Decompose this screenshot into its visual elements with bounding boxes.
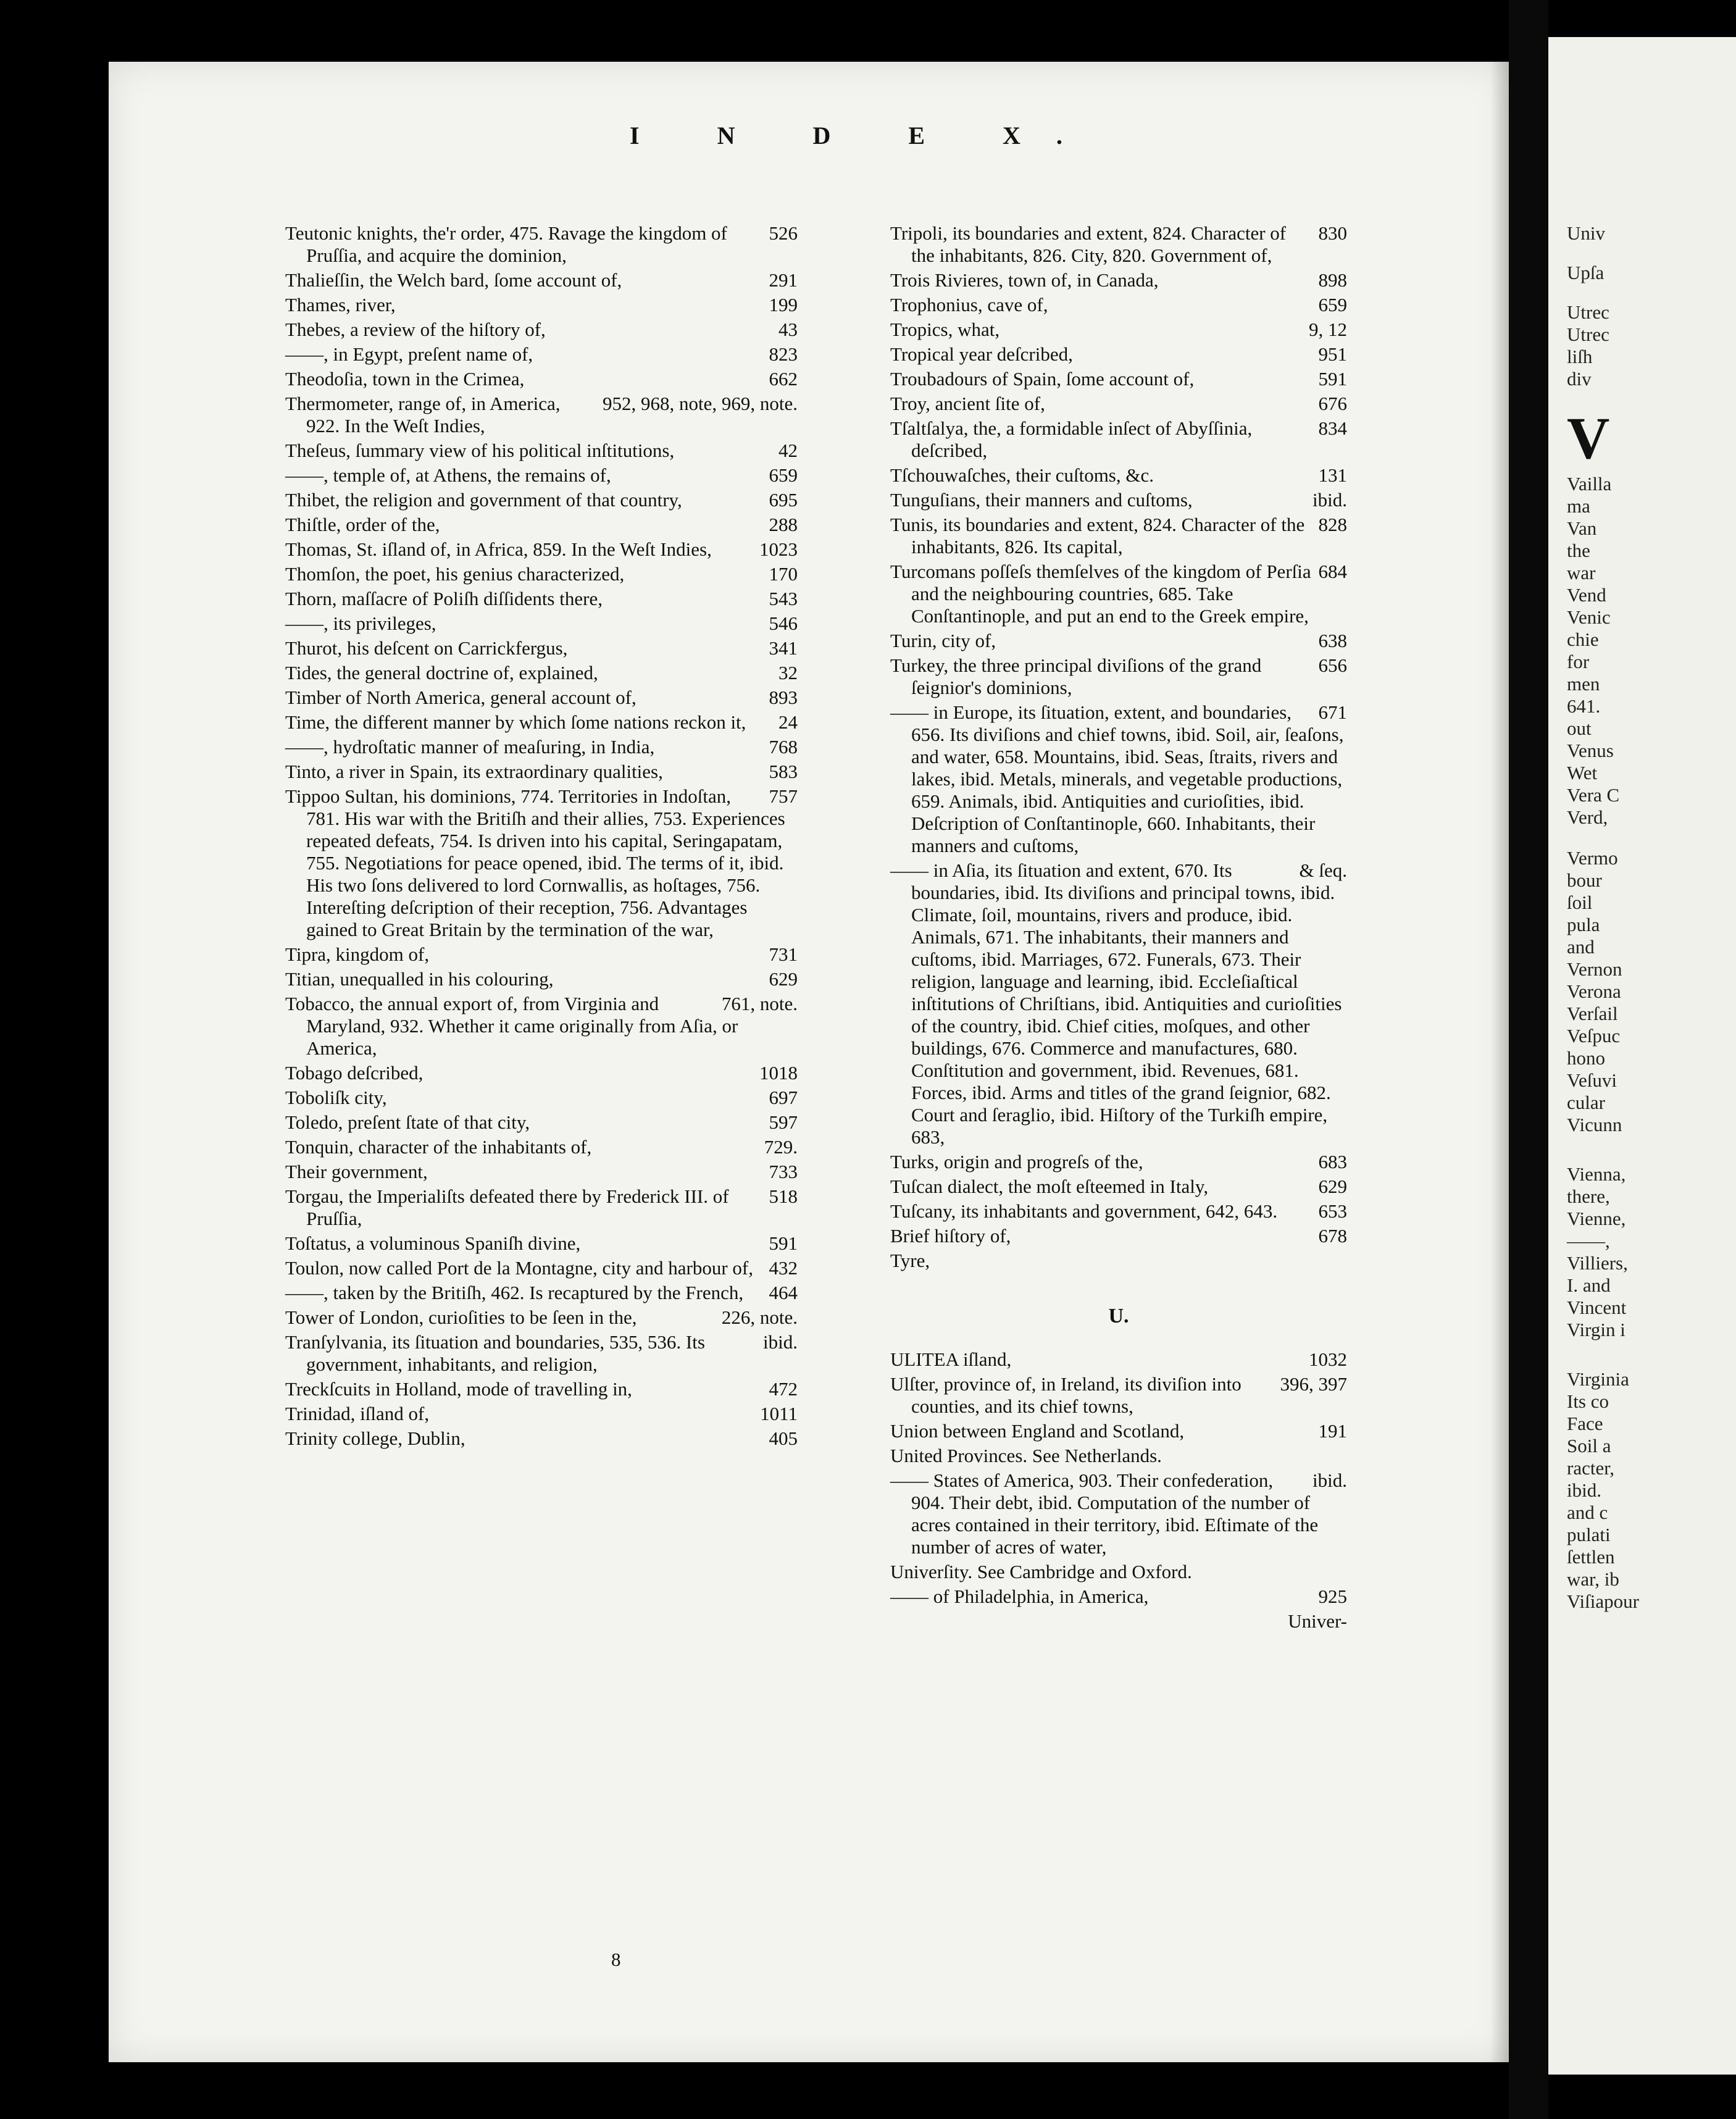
index-entry [890, 343, 1347, 366]
index-entry-text: ——, hydroſtatic manner of meaſuring, in India, [285, 736, 655, 758]
adjacent-page-fragment: I. and [1567, 1274, 1611, 1296]
index-entry [285, 440, 798, 462]
index-entry-page: 518 [769, 1185, 798, 1207]
adjacent-page-fragment: Vernon [1567, 958, 1622, 980]
adjacent-page-fragment: Viſiapour [1567, 1590, 1639, 1612]
index-entry [285, 269, 798, 291]
index-entry [890, 1151, 1347, 1173]
index-entry-text: Thames, river, [285, 294, 396, 316]
index-entry [890, 1469, 1347, 1558]
index-entry [285, 1403, 798, 1425]
index-entry [285, 1062, 798, 1084]
adjacent-page-fragment: ——, [1567, 1230, 1610, 1252]
index-entry-page: 42 [778, 440, 798, 461]
index-entry-text: Thibet, the religion and government of that country, [285, 489, 682, 511]
index-entry-text: Tinto, a river in Spain, its extraordinary qualities, [285, 761, 663, 782]
adjacent-page-fragment: and [1567, 936, 1595, 958]
adjacent-page-fragment: Venus [1567, 740, 1614, 761]
adjacent-page-fragment: men [1567, 673, 1600, 695]
index-entry-text: Thebes, a review of the hiſtory of, [285, 319, 546, 340]
index-entry-text: Trophonius, cave of, [890, 294, 1048, 316]
adjacent-page-fragment: war [1567, 562, 1596, 583]
index-entry [285, 294, 798, 316]
index-entry [285, 1087, 798, 1109]
index-entry-page: 757 [769, 785, 798, 807]
index-entry-page: 676 [1318, 393, 1347, 414]
adjacent-page-fragment: bour [1567, 869, 1602, 891]
index-entry-text: Tippoo Sultan, his dominions, 774. Territories in Indoſtan, 781. His war with the Britiſh and their allies, 753. Experiences repeated defeats, 754. Is driven into his capital, Seringapatam, 755. Negotiations for peace opened, ibid. The terms of it, ibid. His two ſons delivered to lord Cornwallis, as hoſtages, 756. Intereſting deſcription of their reception, 756. Advantages gained to Great Britain by the termination of the war, [285, 785, 785, 940]
index-entry-text: Thermometer, range of, in America, 922. In the Weſt Indies, [285, 393, 561, 437]
index-entry [285, 1306, 798, 1329]
index-entry-page: 898 [1318, 269, 1347, 291]
index-entry [890, 393, 1347, 415]
index-entry-text: ——, taken by the Britiſh, 462. Is recaptured by the French, [285, 1282, 744, 1303]
index-entry-text: Theodoſia, town in the Crimea, [285, 368, 525, 390]
adjacent-page [1548, 37, 1736, 2075]
index-entry-page: 396, 397 [1280, 1373, 1347, 1395]
index-entry-text: Trois Rivieres, town of, in Canada, [890, 269, 1159, 291]
index-entry [285, 662, 798, 684]
index-entry [285, 538, 798, 561]
index-entry-text: Toulon, now called Port de la Montagne, city and harbour of, [285, 1257, 754, 1279]
index-entry-text: Tyre, [890, 1250, 930, 1271]
index-entry-page: 591 [1318, 368, 1347, 390]
index-entry [890, 1373, 1347, 1418]
index-entry-text: Turkey, the three principal diviſions of the grand ſeignior's dominions, [890, 654, 1262, 698]
index-entry-page: 952, 968, note, 969, note. [603, 393, 798, 414]
index-entry-page: 1023 [759, 538, 798, 560]
index-entry [890, 269, 1347, 291]
index-entry-text: Tides, the general doctrine of, explained, [285, 662, 598, 683]
adjacent-page-fragment: ſoil [1567, 892, 1593, 913]
index-entry-page: 432 [769, 1257, 798, 1279]
index-entry-text: United Provinces. See Netherlands. [890, 1445, 1162, 1466]
adjacent-page-fragment: Verd, [1567, 806, 1608, 828]
index-entry-text: ——, in Egypt, preſent name of, [285, 343, 533, 365]
section-heading-u: U. [1108, 1305, 1129, 1327]
index-entry-page: 697 [769, 1087, 798, 1108]
index-entry [285, 1257, 798, 1279]
index-entry-text: Tranſylvania, its ſituation and boundaries, 535, 536. Its government, inhabitants, and religion, [285, 1331, 705, 1375]
index-entry-text: Tobacco, the annual export of, from Virginia and Maryland, 932. Whether it came originally from Aſia, or America, [285, 993, 738, 1059]
index-entry-page: 729. [764, 1136, 798, 1158]
index-entry-page: 170 [769, 563, 798, 585]
index-entry-page: 226, note. [721, 1306, 798, 1328]
adjacent-page-fragment: Vienne, [1567, 1208, 1626, 1229]
index-entry-text: Tipra, kingdom of, [285, 943, 430, 965]
adjacent-page-fragment: Virginia [1567, 1368, 1629, 1390]
index-entry-page: 43 [778, 319, 798, 340]
adjacent-page-fragment: chie [1567, 629, 1599, 650]
index-entry-page: 1011 [760, 1403, 798, 1424]
index-entry [285, 588, 798, 610]
index-entry-text: Univerſity. See Cambridge and Oxford. [890, 1561, 1192, 1582]
index-entry-page: 830 [1318, 222, 1347, 244]
index-entry [285, 761, 798, 783]
adjacent-page-fragment: Van [1567, 517, 1597, 539]
index-entry-text: Thorn, maſſacre of Poliſh diſſidents there, [285, 588, 603, 609]
index-entry-page: 653 [1318, 1200, 1347, 1222]
adjacent-page-fragment: Utrec [1567, 324, 1609, 345]
index-entry [285, 711, 798, 734]
index-entry-text: Tonquin, character of the inhabitants of, [285, 1136, 592, 1158]
index-entry-page: 678 [1318, 1225, 1347, 1247]
index-entry-page: & ſeq. [1299, 859, 1347, 881]
adjacent-page-fragment: Univ [1567, 222, 1605, 244]
index-entry [890, 417, 1347, 462]
index-entry-page: 893 [769, 687, 798, 708]
index-entry-page: 768 [769, 736, 798, 758]
index-entry [890, 654, 1347, 699]
index-entry [285, 1378, 798, 1400]
index-entry-text: Ulſter, province of, in Ireland, its diviſion into counties, and its chief towns, [890, 1373, 1241, 1417]
index-entry-page: 671 [1318, 701, 1347, 723]
index-entry-text: Tropical year deſcribed, [890, 343, 1073, 365]
index-entry-text: Thiſtle, order of the, [285, 514, 440, 535]
adjacent-page-fragment: Veſuvi [1567, 1069, 1617, 1091]
index-entry [285, 687, 798, 709]
index-entry [890, 489, 1347, 511]
index-entry-page: 834 [1318, 417, 1347, 439]
index-entry-text: Trinity college, Dublin, [285, 1427, 465, 1449]
index-entry [285, 637, 798, 659]
index-entry-text: Union between England and Scotland, [890, 1420, 1185, 1442]
index-entry [890, 1176, 1347, 1198]
index-entry-page: 951 [1318, 343, 1347, 365]
index-entry-text: Time, the different manner by which ſome nations reckon it, [285, 711, 746, 733]
index-entry-text: Titian, unequalled in his colouring, [285, 968, 554, 990]
index-entry-text: Turks, origin and progreſs of the, [890, 1151, 1143, 1172]
adjacent-page-fragment: Face [1567, 1413, 1603, 1434]
index-entry [285, 1136, 798, 1158]
index-entry-page: 695 [769, 489, 798, 511]
index-entry [285, 1427, 798, 1450]
adjacent-page-fragment: ſettlen [1567, 1546, 1615, 1568]
adjacent-page-fragment: the [1567, 540, 1590, 561]
index-entry-text: Torgau, the Imperialiſts defeated there by Frederick III. of Pruſſia, [285, 1185, 729, 1229]
adjacent-page-fragment: pulati [1567, 1524, 1611, 1545]
adjacent-page-fragment: Vend [1567, 584, 1606, 606]
adjacent-page-fragment: Vermo [1567, 847, 1618, 869]
index-entry [285, 343, 798, 366]
index-entry [890, 319, 1347, 341]
index-entry-page: 659 [1318, 294, 1347, 316]
adjacent-page-fragment: ibid. [1567, 1479, 1601, 1501]
index-entry-text: Troubadours of Spain, ſome account of, [890, 368, 1195, 390]
adjacent-page-fragment: Verſail [1567, 1003, 1618, 1024]
index-entry-text: Their government, [285, 1161, 428, 1182]
adjacent-page-fragment: ma [1567, 495, 1590, 517]
index-entry-text: Toſtatus, a voluminous Spaniſh divine, [285, 1232, 581, 1254]
adjacent-page-fragment: Veſpuc [1567, 1025, 1621, 1047]
index-entry-page: 761, note. [721, 993, 798, 1014]
index-entry-page: 9, 12 [1309, 319, 1347, 340]
index-entry [890, 630, 1347, 652]
index-entry [285, 1232, 798, 1255]
left-column [285, 222, 798, 1452]
adjacent-page-fragment: racter, [1567, 1457, 1615, 1479]
index-entry-text: Tropics, what, [890, 319, 1000, 340]
index-entry [285, 489, 798, 511]
book-gutter [1509, 0, 1548, 2119]
index-entry-page: 597 [769, 1111, 798, 1133]
index-entry [285, 736, 798, 758]
catchword: Univer- [1288, 1610, 1347, 1632]
index-entry [890, 294, 1347, 316]
index-entry [285, 563, 798, 585]
index-entry-page: 464 [769, 1282, 798, 1303]
index-entry-page: ibid. [1312, 489, 1347, 511]
index-entry [285, 612, 798, 635]
right-column-entries [890, 222, 1347, 1272]
index-entry-text: Trinidad, iſland of, [285, 1403, 430, 1424]
index-entry-page: 591 [769, 1232, 798, 1254]
adjacent-page-fragment: out [1567, 717, 1592, 739]
index-entry [285, 368, 798, 390]
index-entry-page: 405 [769, 1427, 798, 1449]
index-entry [890, 859, 1347, 1148]
index-entry-text: Timber of North America, general account of, [285, 687, 636, 708]
adjacent-page-fragment: V [1567, 405, 1610, 471]
index-entry [285, 514, 798, 536]
index-entry [285, 464, 798, 487]
index-entry-text: Tunguſians, their manners and cuſtoms, [890, 489, 1193, 511]
index-entry-page: 828 [1318, 514, 1347, 535]
adjacent-page-fragment: Vera C [1567, 784, 1620, 806]
adjacent-page-fragment: Verona [1567, 980, 1621, 1002]
adjacent-page-fragment: war, ib [1567, 1568, 1619, 1590]
index-entry-text: Toledo, preſent ſtate of that city, [285, 1111, 530, 1133]
right-column [890, 222, 1347, 1632]
index-entry [285, 968, 798, 990]
index-entry [890, 1348, 1347, 1371]
index-entry [890, 1225, 1347, 1247]
index-entry-text: Troy, ancient ſite of, [890, 393, 1045, 414]
index-entry-text: Tobago deſcribed, [285, 1062, 424, 1084]
index-entry [890, 1445, 1347, 1467]
index-entry-text: Brief hiſtory of, [890, 1225, 1011, 1247]
index-entry [890, 368, 1347, 390]
adjacent-page-fragment: Vincent [1567, 1297, 1627, 1318]
index-entry-text: Tſchouwaſches, their cuſtoms, &c. [890, 464, 1154, 486]
index-entry-page: 526 [769, 222, 798, 244]
index-entry-page: ibid. [763, 1331, 798, 1353]
index-entry-page: 684 [1318, 561, 1347, 582]
index-entry [890, 701, 1347, 857]
index-entry-page: 472 [769, 1378, 798, 1400]
index-entry-page: 1018 [759, 1062, 798, 1084]
index-entry [890, 561, 1347, 627]
adjacent-page-fragment: Vicunn [1567, 1114, 1622, 1135]
index-entry [285, 1282, 798, 1304]
adjacent-page-fragment: hono [1567, 1047, 1605, 1069]
index-entry-page: 291 [769, 269, 798, 291]
adjacent-page-fragment: Virgin i [1567, 1319, 1625, 1340]
adjacent-page-fragment: div [1567, 368, 1592, 390]
index-entry-text: Thomas, St. iſland of, in Africa, 859. In the Weſt Indies, [285, 538, 712, 560]
index-entry [285, 1185, 798, 1230]
adjacent-page-fragment: pula [1567, 914, 1600, 935]
index-entry-page: 733 [769, 1161, 798, 1182]
index-entry [890, 1586, 1347, 1608]
index-entry-text: Treckſcuits in Holland, mode of travelling in, [285, 1378, 632, 1400]
index-entry-text: Turcomans poſſeſs themſelves of the kingdom of Perſia and the neighbouring countries, 685. Take Conſtantinople, and put an end to the Greek empire, [890, 561, 1311, 627]
index-entry-text: Theſeus, ſummary view of his political inſtitutions, [285, 440, 675, 461]
index-entry-text: Thurot, his deſcent on Carrickfergus, [285, 637, 568, 659]
index-entry-page: 191 [1318, 1420, 1347, 1442]
adjacent-page-fragment: Utrec [1567, 301, 1609, 323]
index-entry-page: 543 [769, 588, 798, 609]
index-entry [890, 1200, 1347, 1222]
index-entry-text: —— States of America, 903. Their confederation, 904. Their debt, ibid. Computation of the number of acres contained in their territory, ibid. Eſtimate of the number of acres of water, [890, 1469, 1319, 1558]
index-entry [890, 222, 1347, 267]
index-entry [285, 1331, 798, 1376]
index-entry-text: ——, temple of, at Athens, the remains of, [285, 464, 611, 486]
index-entry-text: Turin, city of, [890, 630, 996, 651]
index-entry-page: 731 [769, 943, 798, 965]
adjacent-page-fragment: Soil a [1567, 1435, 1611, 1457]
index-entry-page: 659 [769, 464, 798, 486]
index-entry-page: 583 [769, 761, 798, 782]
index-entry-page: 925 [1318, 1586, 1347, 1607]
index-entry [285, 393, 798, 437]
adjacent-page-fragment: Wet [1567, 762, 1598, 784]
index-entry-text: Tower of London, curioſities to be ſeen in the, [285, 1306, 637, 1328]
index-entry-text: —— of Philadelphia, in America, [890, 1586, 1149, 1607]
page-edge-shadow [1490, 62, 1509, 2062]
adjacent-page-fragment: cular [1567, 1092, 1605, 1113]
adjacent-page-fragment: Vienna, [1567, 1163, 1626, 1185]
index-entry-text: ——, its privileges, [285, 612, 436, 634]
adjacent-page-fragment: for [1567, 651, 1590, 672]
index-entry [890, 1561, 1347, 1583]
adjacent-page-fragment: there, [1567, 1185, 1610, 1207]
index-entry [285, 319, 798, 341]
index-entry-text: Teutonic knights, the'r order, 475. Ravage the kingdom of Pruſſia, and acquire the dominion, [285, 222, 727, 266]
index-entry-text: Thomſon, the poet, his genius characterized, [285, 563, 625, 585]
index-entry-text: —— in Aſia, its ſituation and extent, 670. Its boundaries, ibid. Its diviſions and principal towns, ibid. Climate, ſoil, mountains, rivers and produce, ibid. Animals, 671. The inhabitants, their manners and cuſtoms, ibid. Marriages, 672. Funerals, 673. Their religion, language and learning, ibid. Eccleſiaſtical inſtitutions of Chriſtians, ibid. Antiquities and curioſities of the country, ibid. Chief cities, moſques, and other buildings, 676. Commerce and manufactures, 680. Conſtitution and government, ibid. Revenues, 681. Forces, ibid. Arms and titles of the grand ſeignior, 682. Court and ſeraglio, ibid. Hiſtory of the Turkiſh empire, 683, [890, 859, 1342, 1148]
index-entry-text: Tuſcany, its inhabitants and government, 642, 643. [890, 1200, 1278, 1222]
index-entry-text: Toboliſk city, [285, 1087, 387, 1108]
signature-mark: 8 [611, 1949, 621, 1970]
index-entry-page: 546 [769, 612, 798, 634]
index-entry [890, 1420, 1347, 1442]
adjacent-page-fragment: Its co [1567, 1390, 1609, 1412]
index-entry-page: 629 [1318, 1176, 1347, 1197]
adjacent-page-fragment: 641. [1567, 695, 1601, 717]
index-entry-page: 341 [769, 637, 798, 659]
index-entry-page: 199 [769, 294, 798, 316]
index-entry [890, 464, 1347, 487]
index-entry-text: Tuſcan dialect, the moſt eſteemed in Italy, [890, 1176, 1209, 1197]
index-entry [285, 943, 798, 966]
adjacent-page-fragment: Venic [1567, 606, 1611, 628]
index-entry-text: Tſaltſalya, the, a formidable inſect of Abyſſinia, deſcribed, [890, 417, 1253, 461]
index-entry-page: 24 [778, 711, 798, 733]
index-entry-text: ULITEA iſland, [890, 1348, 1012, 1370]
index-entry [285, 785, 798, 941]
adjacent-page-fragment: and c [1567, 1502, 1608, 1523]
adjacent-page-fragment: Villiers, [1567, 1252, 1628, 1274]
index-entry-text: —— in Europe, its ſituation, extent, and boundaries, 656. Its diviſions and chief towns, ibid. Soil, air, ſeaſons, and water, 658. Mountains, ibid. Seas, ſtraits, rivers and lakes, ibid. Metals, minerals, and vegetable productions, 659. Animals, ibid. Antiquities and curioſities, ibid. Deſcription of Conſtantinople, 660. Inhabitants, their manners and cuſtoms, [890, 701, 1344, 856]
index-entry-page: 288 [769, 514, 798, 535]
index-entry [285, 1111, 798, 1134]
index-entry-text: Thalieſſin, the Welch bard, ſome account of, [285, 269, 622, 291]
index-entry-page: 1032 [1309, 1348, 1347, 1370]
index-entry-page: 131 [1318, 464, 1347, 486]
index-entry [285, 993, 798, 1060]
section-u-entries [890, 1348, 1347, 1608]
index-entry [285, 222, 798, 267]
index-entry [890, 1250, 1347, 1272]
index-entry-text: Tripoli, its boundaries and extent, 824. Character of the inhabitants, 826. City, 820. Government of, [890, 222, 1287, 266]
index-entry-page: 823 [769, 343, 798, 365]
index-entry-page: 638 [1318, 630, 1347, 651]
page-header: I N D E X. [630, 122, 1098, 149]
index-entry [890, 514, 1347, 558]
index-entry [285, 1161, 798, 1183]
index-entry-text: Tunis, its boundaries and extent, 824. Character of the inhabitants, 826. Its capital, [890, 514, 1305, 558]
index-entry-page: 629 [769, 968, 798, 990]
adjacent-page-fragment: liſh [1567, 346, 1593, 367]
index-entry-page: 662 [769, 368, 798, 390]
adjacent-page-fragment: Vailla [1567, 473, 1612, 495]
index-entry-page: 656 [1318, 654, 1347, 676]
index-entry-page: 683 [1318, 1151, 1347, 1172]
adjacent-page-fragment: Upſa [1567, 262, 1605, 283]
index-entry-page: 32 [778, 662, 798, 683]
index-entry-page: ibid. [1312, 1469, 1347, 1491]
